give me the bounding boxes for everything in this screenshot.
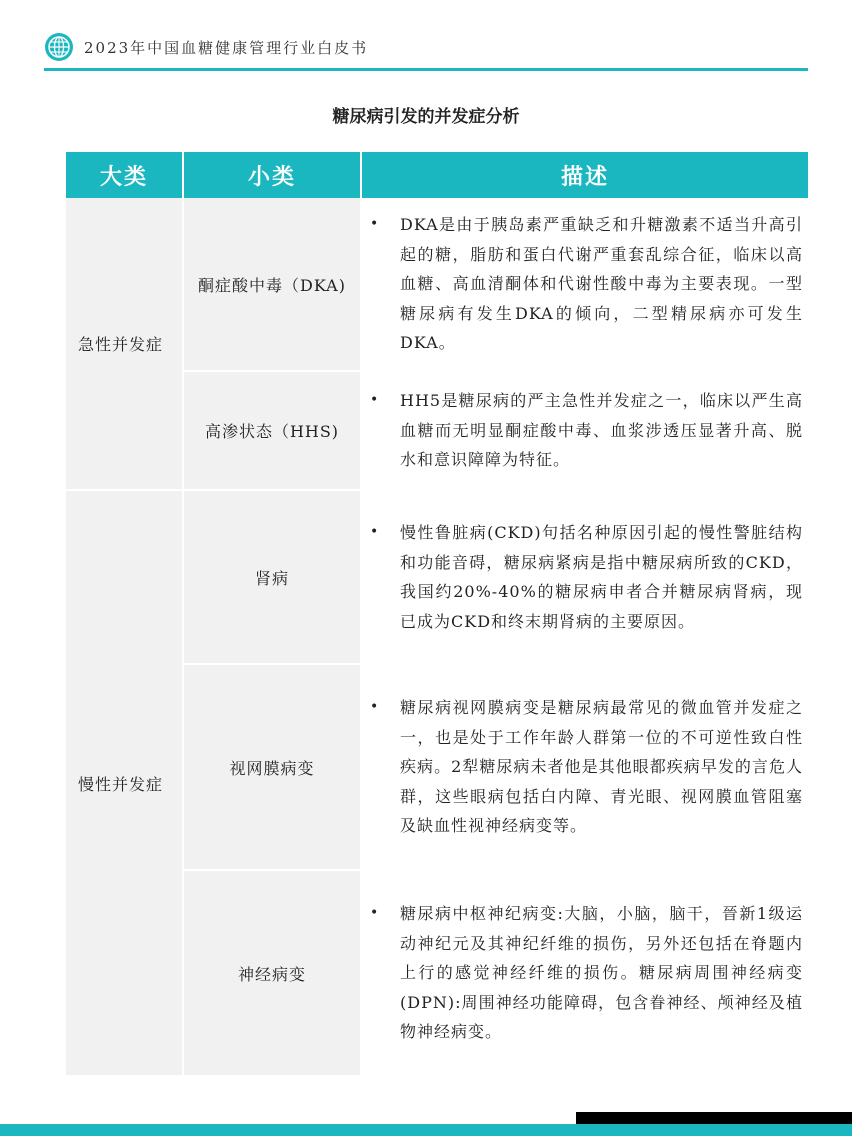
description-text: 慢性鲁脏病(CKD)句括名种原因引起的慢性警脏结构和功能音碍，糖尿病紧病是指中糖尿病所致的CKD，我国约20%-40%的糖尿病申者合并糖尿病肾病，现已成为CKD和终末期肾病的主要原因。	[400, 523, 803, 631]
subcategory-hhs: 高渗状态（HHS)	[183, 371, 361, 490]
footer-dark-bar	[576, 1112, 852, 1124]
page-title: 糖尿病引发的并发症分析	[332, 107, 520, 127]
report-title: 2023年中国血糖健康管理行业白皮书	[84, 39, 369, 57]
category-chronic: 慢性并发症	[66, 490, 183, 1076]
description-text: DKA是由于胰岛素严重缺乏和升糖激素不适当升高引起的糖，脂肪和蛋白代谢严重套乱综合征，临床以高血糖、高血清酮体和代谢性酸中毒为主要表现。一型糖尿病有发生DKA的倾向，二型精尿病亦可发生DKA。	[400, 215, 803, 353]
globe-icon	[44, 32, 74, 62]
description-text: 糖尿病中枢神纪病变:大脑，小脑，脑干，晉新1级运动神纪元及其神纪纤维的损伤，另外还包括在脊题内上行的感觉神经纤维的损伤。糖尿病周围神经病变(DPN):周围神经功能障碍，包含眷神经、颅神经及植物神经病变。	[400, 904, 803, 1042]
description-text: HH5是糖尿病的严主急性并发症之一，临床以严生高血糖而无明显酮症酸中毒、血浆涉透压显著升高、脱水和意识障障为特征。	[400, 391, 803, 470]
subcategory-dka: 酮症酸中毒（DKA)	[183, 198, 361, 371]
description-cell	[361, 198, 808, 371]
description-cell	[361, 490, 808, 664]
subcategory-retinopathy: 视网膜病变	[183, 664, 361, 870]
column-header-category: 大类	[66, 152, 183, 198]
subcategory-nephropathy: 肾病	[183, 490, 361, 664]
bullet-icon: •	[370, 699, 379, 716]
table-row	[66, 490, 808, 664]
table-row	[66, 198, 808, 371]
complications-table	[66, 152, 809, 1077]
footer-accent-band	[0, 1124, 852, 1136]
bullet-icon: •	[370, 216, 379, 233]
description-cell	[361, 664, 808, 870]
description-cell	[361, 371, 808, 490]
header-divider	[44, 68, 808, 71]
bullet-icon: •	[370, 392, 379, 409]
column-header-subcategory: 小类	[183, 152, 361, 198]
description-text: 糖尿病视网膜病变是糖尿病最常见的微血管并发症之一，也是处于工作年龄人群第一位的不可逆性致白性疾病。2犁糖尿病未者他是其他眼都疾病早发的言危人群，这些眼病包括白内障、青光眼、视网膜血管阻塞及缺血性视神经病变等。	[400, 698, 803, 836]
page-header	[44, 32, 808, 72]
table-header-row	[66, 152, 808, 198]
subcategory-neuropathy: 神经病变	[183, 870, 361, 1076]
bullet-icon: •	[370, 524, 379, 540]
description-cell	[361, 870, 808, 1076]
column-header-description: 描述	[361, 152, 808, 198]
bullet-icon: •	[370, 905, 379, 922]
category-acute: 急性并发症	[66, 198, 183, 490]
